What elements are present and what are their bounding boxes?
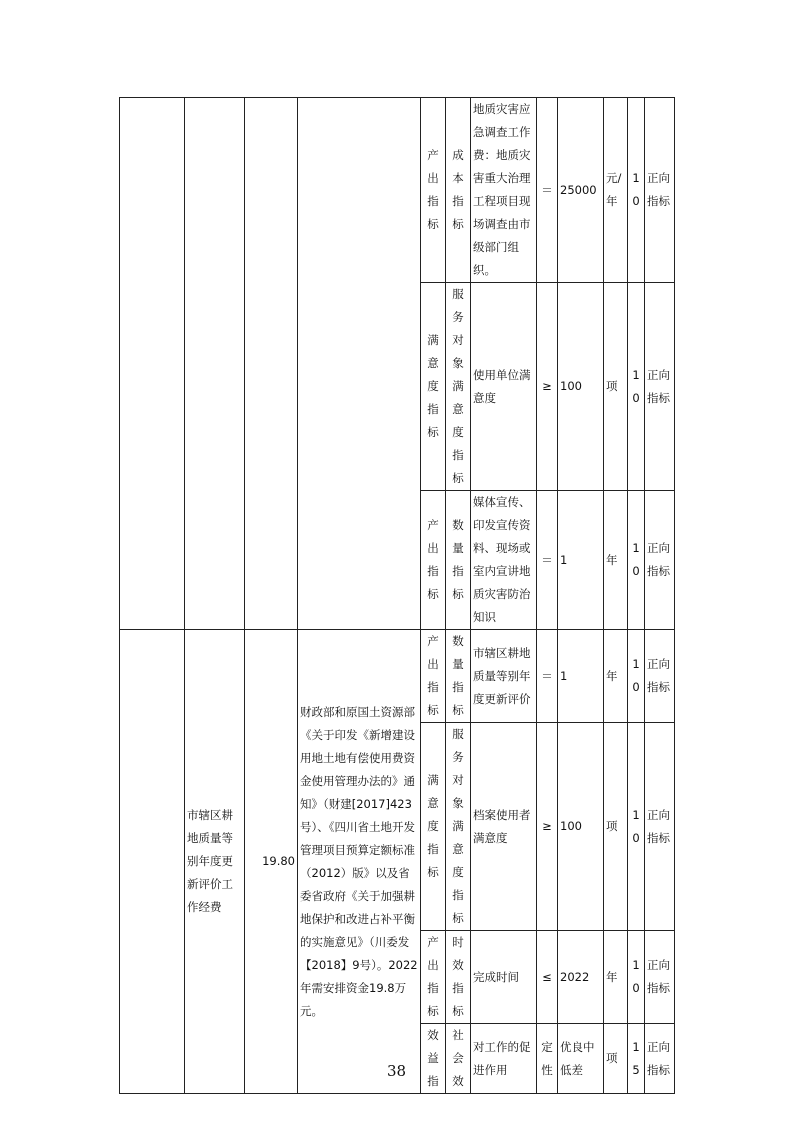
- indicator-unit: 项: [604, 283, 628, 491]
- indicator-score: 15: [628, 1024, 645, 1094]
- indicator-operator: ＝: [537, 630, 558, 723]
- indicator-direction: 正向指标: [645, 630, 675, 723]
- indicator-operator: ≥: [537, 283, 558, 491]
- indicator-value: 100: [558, 723, 604, 931]
- indicator-unit: 年: [604, 491, 628, 630]
- indicator-value: 优良中低差: [558, 1024, 604, 1094]
- page-number: 38: [386, 1062, 407, 1080]
- indicator-value: 2022: [558, 931, 604, 1024]
- indicator-value: 25000: [558, 98, 604, 283]
- project-name: 市辖区耕地质量等别年度更新评价工作经费: [185, 630, 245, 1094]
- indicator-subcategory: 服务对象满意度指标: [446, 723, 471, 931]
- indicator-score: 10: [628, 723, 645, 931]
- performance-indicator-table: [119, 97, 675, 1094]
- indicator-operator: 定性: [537, 1024, 558, 1094]
- indicator-subcategory: 数量指标: [446, 491, 471, 630]
- indicator-content: 对工作的促进作用: [471, 1024, 537, 1094]
- table-row: [120, 98, 675, 283]
- indicator-direction: 正向指标: [645, 931, 675, 1024]
- indicator-direction: 正向指标: [645, 98, 675, 283]
- indicator-unit: 项: [604, 723, 628, 931]
- indicator-content: 市辖区耕地质量等别年度更新评价: [471, 630, 537, 723]
- indicator-direction: 正向指标: [645, 491, 675, 630]
- table-row: [120, 630, 675, 723]
- indicator-content: 档案使用者满意度: [471, 723, 537, 931]
- indicator-score: 10: [628, 931, 645, 1024]
- indicator-category: 产出指标: [421, 491, 446, 630]
- indicator-subcategory: 社会效: [446, 1024, 471, 1094]
- indicator-content: 媒体宣传、印发宣传资料、现场或室内宣讲地质灾害防治知识: [471, 491, 537, 630]
- empty-cell: [120, 630, 185, 1094]
- empty-cell: [120, 98, 185, 630]
- indicator-operator: ≤: [537, 931, 558, 1024]
- indicator-category: 产出指标: [421, 931, 446, 1024]
- indicator-score: 10: [628, 98, 645, 283]
- indicator-category: 产出指标: [421, 630, 446, 723]
- indicator-operator: ＝: [537, 98, 558, 283]
- indicator-score: 10: [628, 630, 645, 723]
- indicator-subcategory: 时效指标: [446, 931, 471, 1024]
- indicator-value: 1: [558, 630, 604, 723]
- indicator-direction: 正向指标: [645, 283, 675, 491]
- indicator-unit: 年: [604, 931, 628, 1024]
- indicator-subcategory: 数量指标: [446, 630, 471, 723]
- indicator-content: 地质灾害应急调查工作费：地质灾害重大治理工程项目现场调查由市级部门组织。: [471, 98, 537, 283]
- indicator-category: 产出指标: [421, 98, 446, 283]
- indicator-subcategory: 服务对象满意度指标: [446, 283, 471, 491]
- indicator-operator: ≥: [537, 723, 558, 931]
- indicator-value: 100: [558, 283, 604, 491]
- indicator-direction: 正向指标: [645, 723, 675, 931]
- indicator-direction: 正向指标: [645, 1024, 675, 1094]
- project-amount: 19.80: [245, 630, 298, 1094]
- indicator-unit: 项: [604, 1024, 628, 1094]
- indicator-unit: 年: [604, 630, 628, 723]
- indicator-subcategory: 成本指标: [446, 98, 471, 283]
- indicator-category: 满意度指标: [421, 723, 446, 931]
- indicator-category: 满意度指标: [421, 283, 446, 491]
- empty-cell: [245, 98, 298, 630]
- indicator-operator: ＝: [537, 491, 558, 630]
- project-basis: 财政部和原国土资源部《关于印发《新增建设用地土地有偿使用费资金使用管理办法的》通知》（财建[2017]423号）、《四川省土地开发管理项目预算定额标准（2012）版》以及省委省政府《关于加强耕地保护和改进占补平衡的实施意见》（川委发【2018】9号）。2022年需安排资金19.8万元。: [298, 630, 421, 1094]
- indicator-score: 10: [628, 491, 645, 630]
- indicator-category: 效益指: [421, 1024, 446, 1094]
- indicator-score: 10: [628, 283, 645, 491]
- indicator-content: 完成时间: [471, 931, 537, 1024]
- indicator-unit: 元/年: [604, 98, 628, 283]
- empty-cell: [298, 98, 421, 630]
- indicator-value: 1: [558, 491, 604, 630]
- empty-cell: [185, 98, 245, 630]
- indicator-content: 使用单位满意度: [471, 283, 537, 491]
